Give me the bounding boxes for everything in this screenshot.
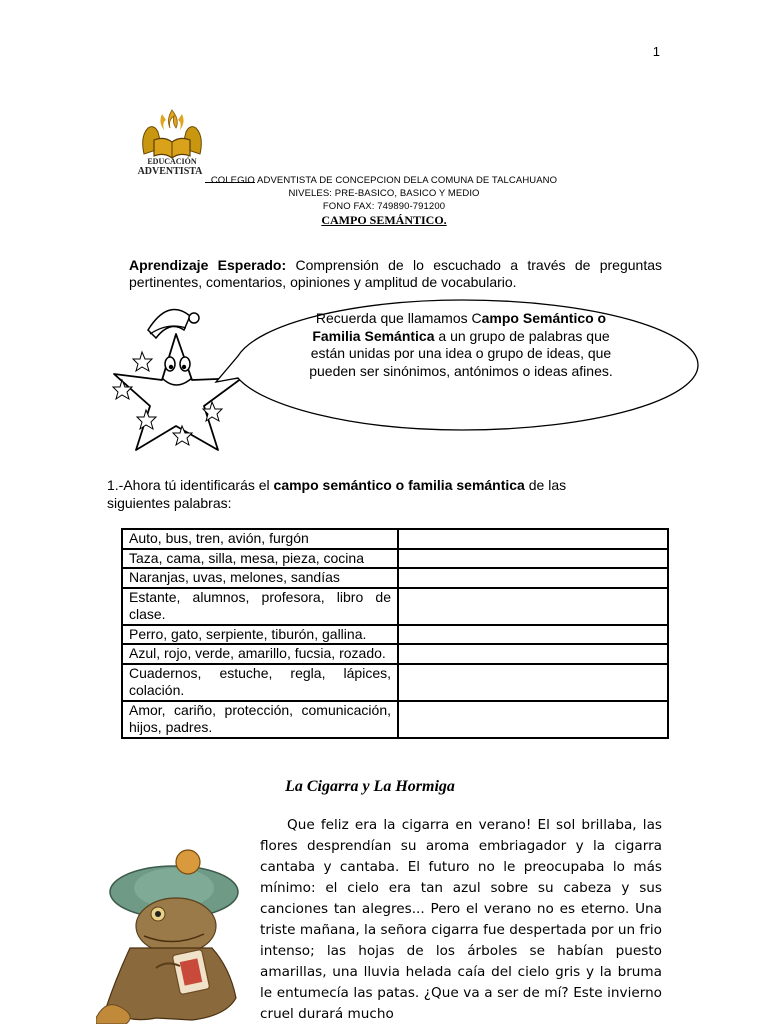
bubble-text-bold: ampo Semántico o Familia Semántica <box>312 310 607 344</box>
logo-text-top: EDUCACIÓN <box>147 157 197 166</box>
table-row <box>122 644 668 664</box>
bubble-text <box>296 310 626 380</box>
table-row <box>122 701 668 738</box>
word-group-table <box>121 528 669 739</box>
frog-illustration <box>96 848 252 1024</box>
learning-text: Comprensión de lo escuchado a través de preguntas pertinentes, comentarios, opiniones y amplitud de vocabulario. <box>129 257 662 290</box>
word-list-cell: Naranjas, uvas, melones, sandías <box>122 568 398 588</box>
answer-cell[interactable] <box>398 588 668 625</box>
table-row <box>122 664 668 701</box>
answer-cell[interactable] <box>398 701 668 738</box>
document-title: CAMPO SEMÁNTICO. <box>321 213 447 227</box>
word-list-cell: Cuadernos, estuche, regla, lápices, colación. <box>122 664 398 701</box>
logo-text-bottom: ADVENTISTA <box>137 166 203 177</box>
table-row <box>122 588 668 625</box>
instruction-text-before: 1.-Ahora tú identificarás el <box>107 477 274 493</box>
table-row <box>122 549 668 569</box>
answer-cell[interactable] <box>398 644 668 664</box>
bubble-text-after: a un grupo de palabras que están unidas por una idea o grupo de ideas, que pueden ser sinónimos, antónimos o ideas afines. <box>309 327 613 379</box>
school-name: COLEGIO ADVENTISTA DE CONCEPCION DELA COMUNA DE TALCAHUANO <box>210 175 558 186</box>
table-row <box>122 529 668 549</box>
answer-cell[interactable] <box>398 625 668 645</box>
table-row <box>122 568 668 588</box>
frog-character-icon <box>96 848 252 1024</box>
answer-cell[interactable] <box>398 568 668 588</box>
bubble-text-before: Recuerda que llamamos C <box>315 310 482 326</box>
word-list-cell: Amor, cariño, protección, comunicación, hijos, padres. <box>122 701 398 738</box>
word-list-cell: Azul, rojo, verde, amarillo, fucsia, rozado. <box>122 644 398 664</box>
answer-cell[interactable] <box>398 549 668 569</box>
table-row <box>122 625 668 645</box>
story-paragraph: Que feliz era la cigarra en verano! El sol brillaba, las flores desprendían su aroma embriagador y la cigarra cantaba y cantaba. El futuro no le preocupaba lo más mínimo: el cielo era tan azul sobre su cabeza y sus canciones tan alegres... Pero el verano no es eterno. Una triste mañana, la señora cigarra fue despertada por un frio intenso; las hojas de los árboles se habían puesto amarillas, una lluvia helada caía del cielo gris y la bruma le entumecía las patas. ¿Que va a ser de mí? Este invierno cruel durará mucho <box>260 817 662 1022</box>
word-list-cell: Auto, bus, tren, avión, furgón <box>122 529 398 549</box>
learning-objective <box>129 257 662 291</box>
instruction-text-after: de las siguientes palabras: <box>107 477 567 511</box>
word-list-cell: Estante, alumnos, profesora, libro de clase. <box>122 588 398 625</box>
school-levels: NIVELES: PRE-BASICO, BASICO Y MEDIO <box>288 188 480 199</box>
school-phone: FONO FAX: 749890-791200 <box>322 201 446 212</box>
answer-cell[interactable] <box>398 529 668 549</box>
story-text <box>260 815 662 1025</box>
page-number: 1 <box>652 44 660 59</box>
school-logo <box>132 106 212 178</box>
learning-label: Aprendizaje Esperado: <box>129 257 287 273</box>
instruction-text-bold: campo semántico o familia semántica <box>273 477 525 493</box>
word-list-cell: Perro, gato, serpiente, tiburón, gallina. <box>122 625 398 645</box>
answer-cell[interactable] <box>398 664 668 701</box>
story-title: La Cigarra y La Hormiga <box>285 778 455 795</box>
word-list-cell: Taza, cama, silla, mesa, pieza, cocina <box>122 549 398 569</box>
exercise-instruction <box>107 477 607 512</box>
